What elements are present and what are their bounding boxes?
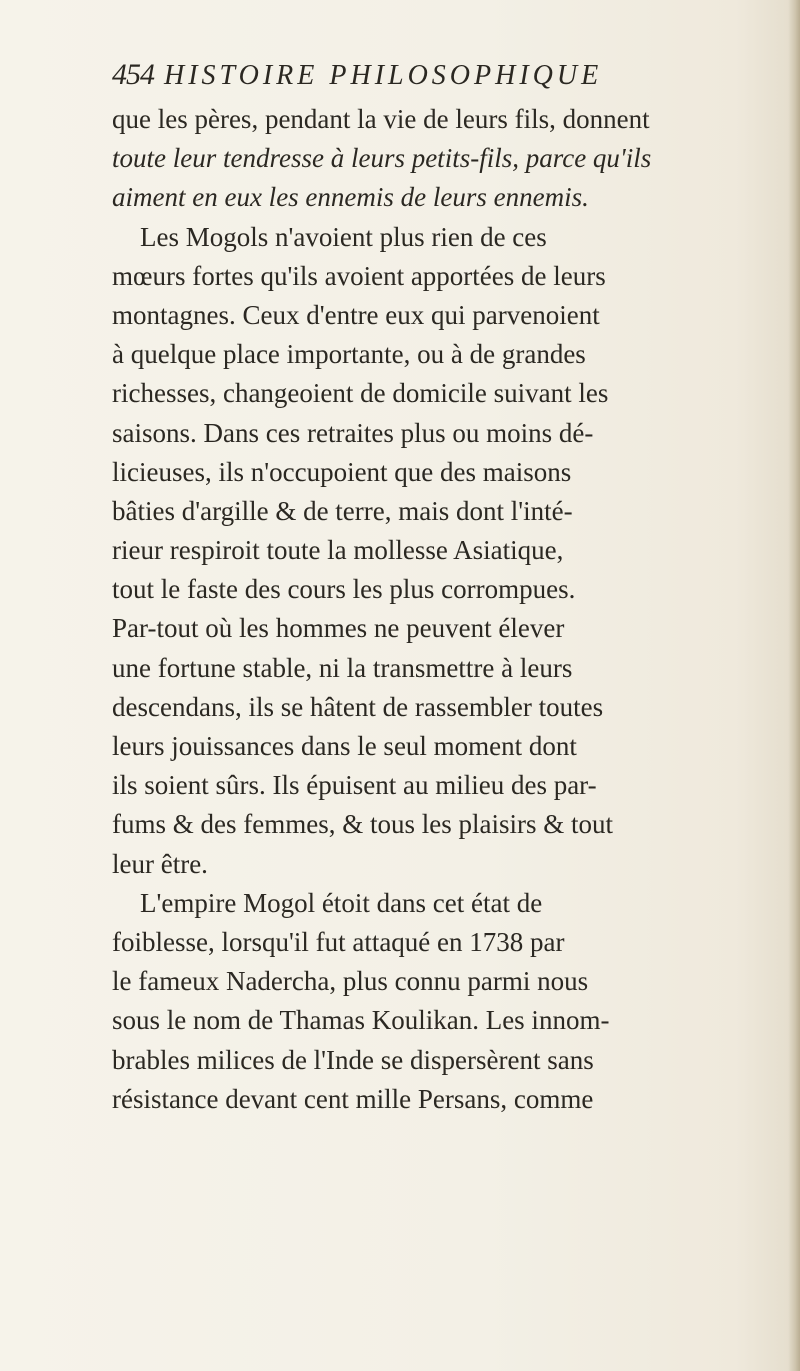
text-line: descendans, ils se hâtent de rassembler toutes <box>112 691 604 722</box>
text-line: licieuses, ils n'occupoient que des maisons <box>112 456 572 487</box>
text-line: sous le nom de Thamas Koulikan. Les innom- <box>112 1005 610 1036</box>
text-line: leurs jouissances dans le seul moment dont <box>112 731 577 761</box>
text-line: montagnes. Ceux d'entre eux qui parvenoient <box>112 299 600 330</box>
text-line: leur être. <box>112 848 208 879</box>
text-line: tout le faste des cours les plus corrompues. <box>112 574 576 605</box>
body-text <box>112 100 788 1119</box>
running-header <box>112 58 712 102</box>
text-line: le fameux Nadercha, plus connu parmi nous <box>112 966 589 997</box>
text-line: foiblesse, lorsqu'il fut attaqué en 1738 par <box>112 926 565 957</box>
text-line: résistance devant cent mille Persans, comme <box>112 1083 594 1114</box>
page-number: 454 <box>112 58 154 91</box>
page-edge-shadow <box>788 0 800 1371</box>
text-line: Par-tout où les hommes ne peuvent élever <box>112 613 565 644</box>
text-line: bâties d'argille & de terre, mais dont l'inté- <box>112 495 573 526</box>
text-line: saisons. Dans ces retraites plus ou moins dé- <box>112 417 594 448</box>
text-line: ils soient sûrs. Ils épuisent au milieu des par- <box>112 770 597 801</box>
text-line: rieur respiroit toute la mollesse Asiatique, <box>112 535 564 566</box>
text-line: richesses, changeoient de domicile suivant les <box>112 378 609 409</box>
text-line: fums & des femmes, & tous les plaisirs & tout <box>112 809 613 840</box>
text-line: Les Mogols n'avoient plus rien de ces <box>140 221 547 252</box>
text-line: toute leur tendresse à leurs petits-fils, parce qu'ils <box>112 143 652 174</box>
text-line: que les pères, pendant la vie de leurs fils, donnent <box>112 104 650 134</box>
text-line: brables milices de l'Inde se dispersèrent sans <box>112 1044 594 1075</box>
text-line: aiment en eux les ennemis de leurs ennemis. <box>112 182 589 213</box>
running-title: HISTOIRE PHILOSOPHIQUE <box>164 60 603 91</box>
text-line: à quelque place importante, ou à de grandes <box>112 339 586 370</box>
text-line: L'empire Mogol étoit dans cet état de <box>140 887 543 918</box>
text-line: mœurs fortes qu'ils avoient apportées de leurs <box>112 260 606 291</box>
text-line: une fortune stable, ni la transmettre à leurs <box>112 652 573 683</box>
